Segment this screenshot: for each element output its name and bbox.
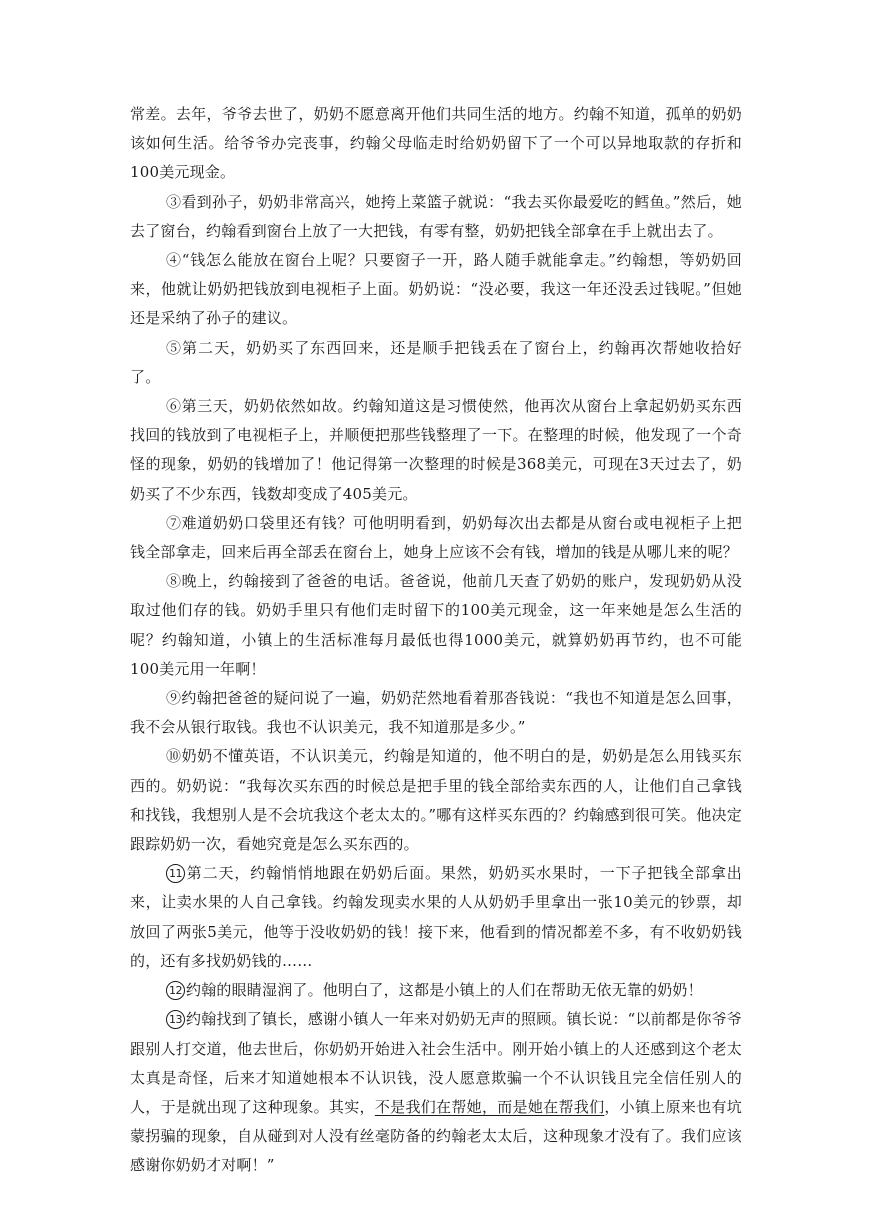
paragraph-number: ⑧	[166, 572, 182, 591]
paragraph-text: 奶奶不懂英语，不认识美元，约翰是知道的，他不明白的是，奶奶是怎么用钱买东西的。奶奶说：“我每次买东西的时候总是把手里的钱全部给卖东西的人，让他们自己拿钱和找钱，我想别人是不会坑我这个老太太的。”哪有这样买东西的？约翰感到很可笑。他决定跟踪奶奶一次，看她究竟是怎么买东西的。	[130, 747, 742, 854]
paragraph-text: 晚上，约翰接到了爸爸的电话。爸爸说，他前几天查了奶奶的账户，发现奶奶从没取过他们存的钱。奶奶手里只有他们走时留下的100美元现金，这一年来她是怎么生活的呢？约翰知道，小镇上的生活标准每月最低也得1000美元，就算奶奶再节约，也不可能100美元用一年啊！	[130, 572, 742, 678]
paragraph-6	[130, 392, 742, 509]
paragraph-12	[130, 976, 742, 1005]
document-page	[130, 100, 742, 1181]
paragraph-text: 看到孙子，奶奶非常高兴，她挎上菜篮子就说：“我去买你最爱吃的鳕鱼。”然后，她去了窗台，约翰看到窗台上放了一大把钱，有零有整，奶奶把钱全部拿在手上就出去了。	[130, 192, 742, 240]
paragraph-number: ④	[166, 251, 182, 270]
paragraph-text: 约翰的眼睛湿润了。他明白了，这都是小镇上的人们在帮助无依无靠的奶奶！	[186, 981, 703, 1000]
paragraph-number-circled: 11	[166, 864, 185, 883]
paragraph-text: 常差。去年，爷爷去世了，奶奶不愿意离开他们共同生活的地方。约翰不知道，孤单的奶奶该如何生活。给爷爷办完丧事，约翰父母临走时给奶奶留下了一个可以异地取款的存折和100美元现金。	[130, 105, 742, 182]
paragraph-number: ③	[166, 192, 182, 211]
paragraph-text: 第二天，约翰悄悄地跟在奶奶后面。果然，奶奶买水果时，一下子把钱全部拿出来，让卖水果的人自己拿钱。约翰发现卖水果的人从奶奶手里拿出一张10美元的钞票，却放回了两张5美元，他等于没收奶奶的钱！接下来，他看到的情况都差不多，有不收奶奶钱的，还有多找奶奶钱的……	[130, 864, 742, 970]
paragraph-13	[130, 1005, 742, 1180]
paragraph-number: ⑤	[166, 338, 183, 357]
paragraph-text: ，小镇上原来也有坑蒙拐骗的现象，自从碰到对人没有丝毫防备的约翰老太太后，这种现象才没有了。我们应该感谢你奶奶才对啊！”	[130, 1097, 742, 1175]
paragraph-text: 第三天，奶奶依然如故。约翰知道这是习惯使然，他再次从窗台上拿起奶奶买东西找回的钱放到了电视柜子上，并顺便把那些钱整理了一下。在整理的时候，他发现了一个奇怪的现象，奶奶的钱增加了！他记得第一次整理的时候是368美元，可现在3天过去了，奶奶买了不少东西，钱数却变成了405美元。	[130, 397, 742, 503]
paragraph-number: ⑩	[166, 747, 182, 766]
underlined-key-sentence: 不是我们在帮她，而是她在帮我们	[374, 1097, 605, 1116]
paragraph-4	[130, 246, 742, 334]
paragraph-9	[130, 684, 742, 742]
paragraph-number: ⑨	[166, 689, 182, 708]
paragraph-number-circled: 13	[166, 1010, 185, 1029]
paragraph-number: ⑥	[166, 397, 182, 416]
paragraph-continued	[130, 100, 742, 188]
paragraph-number: ⑦	[166, 513, 182, 532]
paragraph-text: 约翰找到了镇长，感谢小镇人一年来对奶奶无声的照顾。镇长说：“以前都是你爷爷跟别人打交道，他去世后，你奶奶开始进入社会生活中。刚开始小镇上的人还感到这个老太太真是奇怪，后来才知道她根本不认识钱，没人愿意欺骗一个不认识钱且完全信任别人的人，于是就出现了这种现象。其实，	[130, 1010, 742, 1116]
paragraph-3	[130, 188, 742, 246]
paragraph-11	[130, 859, 742, 976]
paragraph-number-circled: 12	[166, 981, 185, 1000]
paragraph-5	[130, 334, 742, 392]
paragraph-text: 第二天，奶奶买了东西回来，还是顺手把钱丢在了窗台上，约翰再次帮她收拾好了。	[130, 338, 742, 386]
paragraph-text: 约翰把爸爸的疑问说了一遍，奶奶茫然地看着那沓钱说：“我也不知道是怎么回事，我不会从银行取钱。我也不认识美元，我不知道那是多少。”	[130, 689, 742, 737]
paragraph-text: 难道奶奶口袋里还有钱？可他明明看到，奶奶每次出去都是从窗台或电视柜子上把钱全部拿走，回来后再全部丢在窗台上，她身上应该不会有钱，增加的钱是从哪儿来的呢？	[130, 513, 742, 562]
paragraph-10	[130, 742, 742, 859]
paragraph-7	[130, 509, 742, 567]
paragraph-text: “钱怎么能放在窗台上呢？只要窗子一开，路人随手就能拿走。”约翰想，等奶奶回来，他就让奶奶把钱放到电视柜子上面。奶奶说：“没必要，我这一年还没丢过钱呢。”但她还是采纳了孙子的建议。	[130, 251, 742, 328]
paragraph-8	[130, 567, 742, 684]
